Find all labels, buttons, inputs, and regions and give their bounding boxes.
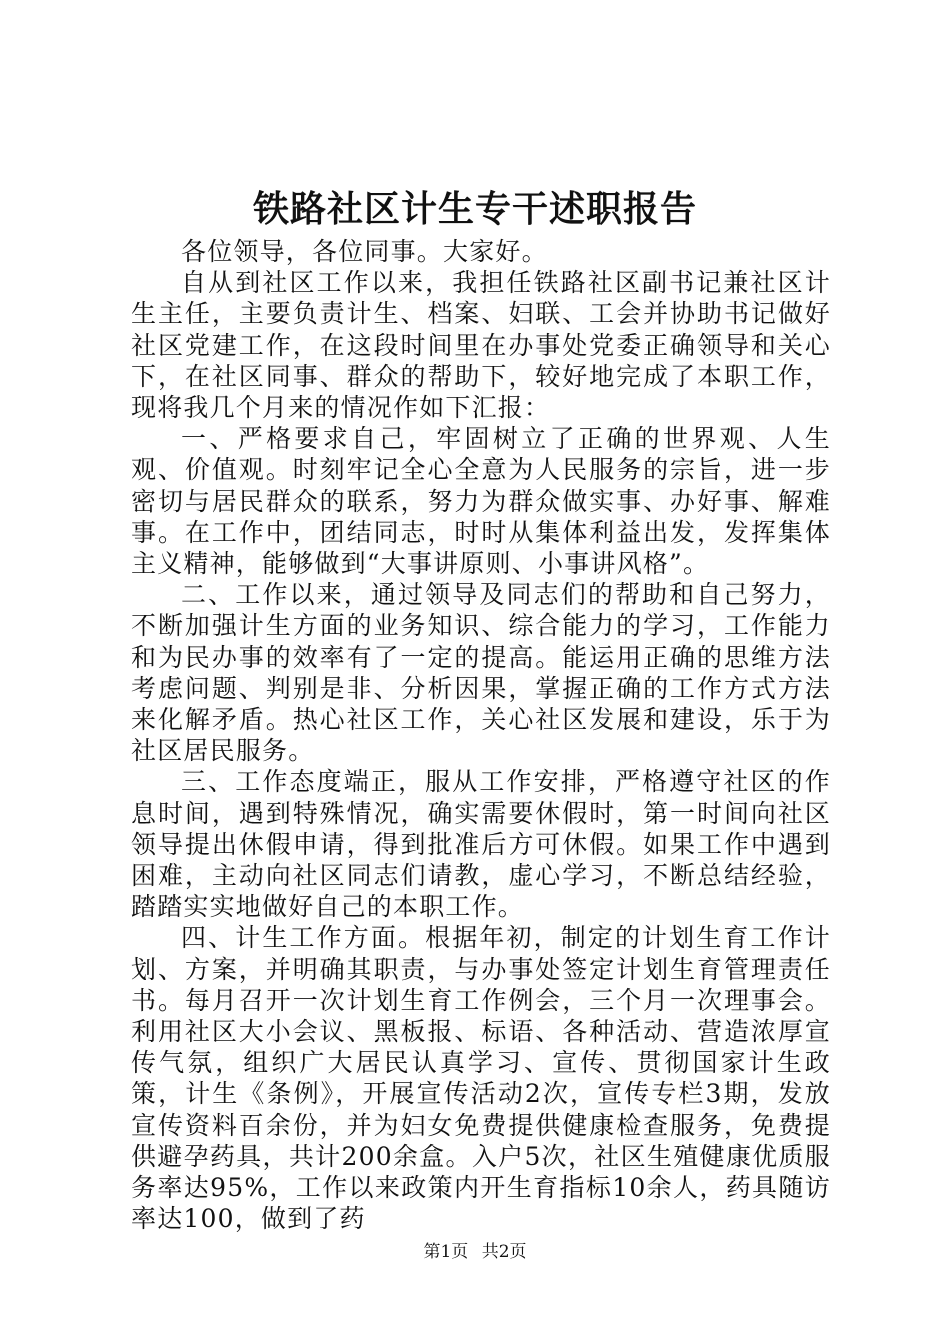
page-total: 共2页 bbox=[481, 1242, 527, 1262]
paragraph-section-2: 二、工作以来，通过领导及同志们的帮助和自己努力，不断加强计生方面的业务知识、综合能力的学习，工作能力和为民办事的效率有了一定的提高。能运用正确的思维方法考虑问题、判别是非、分析因果，掌握正确的工作方式方法来化解矛盾。热心社区工作，关心社区发展和建设，乐于为社区居民服务。 bbox=[131, 580, 831, 766]
page-number: 第1页 bbox=[423, 1242, 469, 1262]
paragraph-greeting: 各位领导，各位同事。大家好。 bbox=[181, 237, 548, 266]
document-title: 铁路社区计生专干述职报告 bbox=[252, 188, 697, 230]
page-footer bbox=[0, 1240, 950, 1264]
paragraph-intro: 自从到社区工作以来，我担任铁路社区副书记兼社区计生主任，主要负责计生、档案、妇联、工会并协助书记做好社区党建工作，在这段时间里在办事处党委正确领导和关心下，在社区同事、群众的帮助下，较好地完成了本职工作，现将我几个月来的情况作如下汇报： bbox=[131, 268, 831, 423]
document-body bbox=[131, 236, 831, 1235]
paragraph-section-3: 三、工作态度端正，服从工作安排，严格遵守社区的作息时间，遇到特殊情况，确实需要休假时，第一时间向社区领导提出休假申请，得到批准后方可休假。如果工作中遇到困难，主动向社区同志们请教，虚心学习，不断总结经验，踏踏实实地做好自己的本职工作。 bbox=[131, 767, 831, 922]
paragraph-section-1: 一、严格要求自己，牢固树立了正确的世界观、人生观、价值观。时刻牢记全心全意为人民服务的宗旨，进一步密切与居民群众的联系，努力为群众做实事、办好事、解难事。在工作中，团结同志，时时从集体利益出发，发挥集体主义精神，能够做到“大事讲原则、小事讲风格”。 bbox=[131, 424, 831, 579]
paragraph-section-4: 四、计生工作方面。根据年初，制定的计划生育工作计划、方案，并明确其职责，与办事处签定计划生育管理责任书。每月召开一次计划生育工作例会，三个月一次理事会。利用社区大小会议、黑板报、标语、各种活动、营造浓厚宣传气氛，组织广大居民认真学习、宣传、贯彻国家计生政策，计生《条例》，开展宣传活动2次，宣传专栏3期，发放宣传资料百余份，并为妇女免费提供健康检查服务，免费提供避孕药具，共计200余盒。入户5次，社区生殖健康优质服务率达95%，工作以来政策内开生育指标10余人，药具随访率达100，做到了药 bbox=[131, 923, 831, 1234]
